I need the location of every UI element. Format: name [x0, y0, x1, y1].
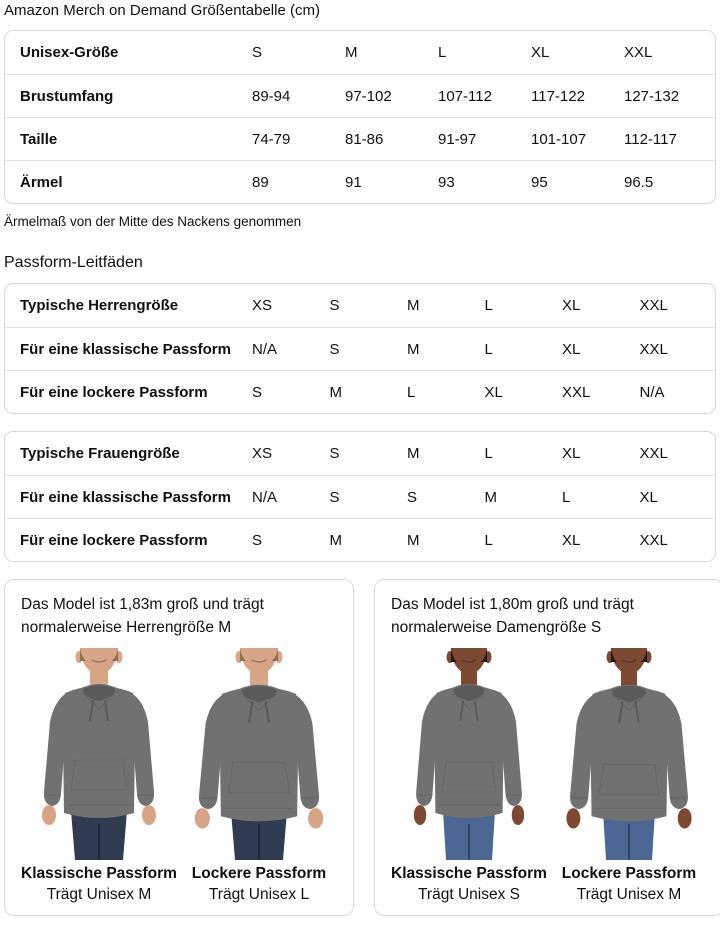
male-model-loose-photo [181, 648, 337, 860]
size-cell: XXL [562, 383, 591, 401]
male-model-classic-photo [21, 648, 177, 860]
size-col-header: L [438, 44, 447, 61]
size-cell: XXL [639, 531, 668, 549]
size-cell: XL [484, 383, 503, 401]
table-row [5, 475, 715, 518]
size-cell: L [484, 297, 493, 314]
row-label: Brustumfang [20, 87, 114, 105]
model-column [551, 648, 707, 906]
size-cell: S [329, 445, 340, 462]
size-cell: XXL [639, 297, 668, 314]
size-table [4, 30, 716, 204]
size-col-header: XL [531, 44, 550, 61]
table-row [5, 284, 715, 327]
row-label: Typische Frauengröße [20, 445, 180, 462]
head [236, 648, 283, 686]
head [76, 648, 123, 686]
measure-cell: 127-132 [624, 87, 680, 105]
size-cell: L [407, 383, 416, 401]
size-cell: S [329, 297, 340, 314]
size-cell: S [329, 488, 340, 506]
fit-caption: Lockere Passform [191, 864, 327, 882]
size-col-header: XXL [624, 44, 653, 61]
table-row [5, 74, 715, 117]
table-row [5, 327, 715, 370]
size-caption: Trägt Unisex S [418, 885, 520, 903]
size-col-header: M [345, 44, 358, 61]
size-cell: L [562, 488, 571, 506]
size-cell: S [329, 340, 340, 358]
size-caption: Trägt Unisex L [208, 885, 310, 903]
size-cell: XS [252, 297, 273, 314]
head [447, 648, 492, 686]
female-model-loose-photo [551, 648, 707, 860]
size-caption: Trägt Unisex M [576, 885, 682, 903]
measure-cell: 91-97 [438, 130, 477, 148]
fit-caption: Lockere Passform [561, 864, 697, 882]
measure-cell: 93 [438, 173, 455, 191]
size-cell: XXL [639, 445, 668, 462]
row-label: Ärmel [20, 173, 63, 191]
jeans [443, 811, 495, 860]
size-col-header: S [252, 44, 263, 61]
size-cell: L [484, 340, 493, 358]
row-label: Für eine klassische Passform [20, 488, 231, 506]
model-card-men [4, 579, 354, 916]
measure-cell: 96.5 [624, 173, 654, 191]
size-cell: M [329, 531, 342, 549]
size-cell: M [484, 488, 497, 506]
size-cell: XL [562, 531, 581, 549]
measure-cell: 74-79 [252, 130, 291, 148]
size-cell: M [407, 445, 420, 462]
measure-cell: 107-112 [438, 87, 492, 105]
size-cell: XL [562, 340, 581, 358]
table-row [5, 432, 715, 475]
size-cell: M [329, 383, 342, 401]
measure-cell: 95 [531, 173, 548, 191]
jeans [71, 811, 127, 860]
size-cell: XXL [639, 340, 668, 358]
model-cards [4, 579, 716, 916]
card-heading: Das Model ist 1,80m groß und trägt normalerweise Damengröße S [391, 596, 634, 637]
measure-cell: 97-102 [345, 87, 392, 105]
table-row [5, 160, 715, 203]
row-label: Unisex-Größe [20, 44, 119, 61]
size-caption: Trägt Unisex M [46, 885, 152, 903]
measure-cell: 81-86 [345, 130, 384, 148]
model-figures [21, 648, 337, 906]
row-label: Für eine klassische Passform [20, 340, 231, 358]
size-cell: S [252, 531, 263, 549]
fit-table-women [4, 431, 716, 562]
head [607, 648, 652, 686]
size-cell: N/A [639, 383, 665, 401]
row-label: Für eine lockere Passform [20, 383, 208, 401]
garment [44, 684, 154, 818]
model-column [21, 648, 177, 906]
card-heading: Das Model ist 1,83m groß und trägt normalerweise Herrengröße M [21, 596, 264, 637]
sleeve-measure-note: Ärmelmaß von der Mitte des Nackens genommen [4, 214, 302, 229]
model-figures [391, 648, 707, 906]
fit-section-title: Passform-Leitfäden [4, 254, 143, 271]
size-table-header-row [5, 31, 715, 74]
measure-cell: 101-107 [531, 130, 587, 148]
measure-cell: 91 [345, 173, 362, 191]
garment [414, 684, 524, 825]
measure-cell: 117-122 [531, 87, 585, 105]
fit-caption: Klassische Passform [391, 864, 547, 882]
garment [195, 684, 324, 828]
size-cell: M [407, 340, 420, 358]
size-cell: S [252, 383, 263, 401]
model-column [181, 648, 337, 906]
size-cell: XL [562, 297, 581, 314]
size-cell: N/A [252, 340, 278, 358]
model-column [391, 648, 547, 906]
table-row [5, 117, 715, 160]
table-row [5, 370, 715, 413]
garment [566, 684, 691, 828]
measure-cell: 89-94 [252, 87, 291, 105]
table-row [5, 518, 715, 561]
size-cell: L [484, 531, 493, 549]
measure-cell: 89 [252, 173, 269, 191]
page-title: Amazon Merch on Demand Größentabelle (cm) [4, 2, 320, 19]
row-label: Typische Herrengröße [20, 297, 179, 314]
female-model-classic-photo [391, 648, 547, 860]
size-cell: N/A [252, 488, 278, 506]
size-cell: M [407, 297, 420, 314]
fit-table-men [4, 283, 716, 414]
size-cell: S [407, 488, 418, 506]
size-cell: XL [639, 488, 658, 506]
size-cell: L [484, 445, 493, 462]
model-card-women [374, 579, 720, 916]
size-cell: XL [562, 445, 581, 462]
row-label: Taille [20, 130, 58, 148]
size-cell: M [407, 531, 420, 549]
fit-caption: Klassische Passform [21, 864, 177, 882]
measure-cell: 112-117 [624, 130, 677, 148]
size-cell: XS [252, 445, 273, 462]
row-label: Für eine lockere Passform [20, 531, 208, 549]
